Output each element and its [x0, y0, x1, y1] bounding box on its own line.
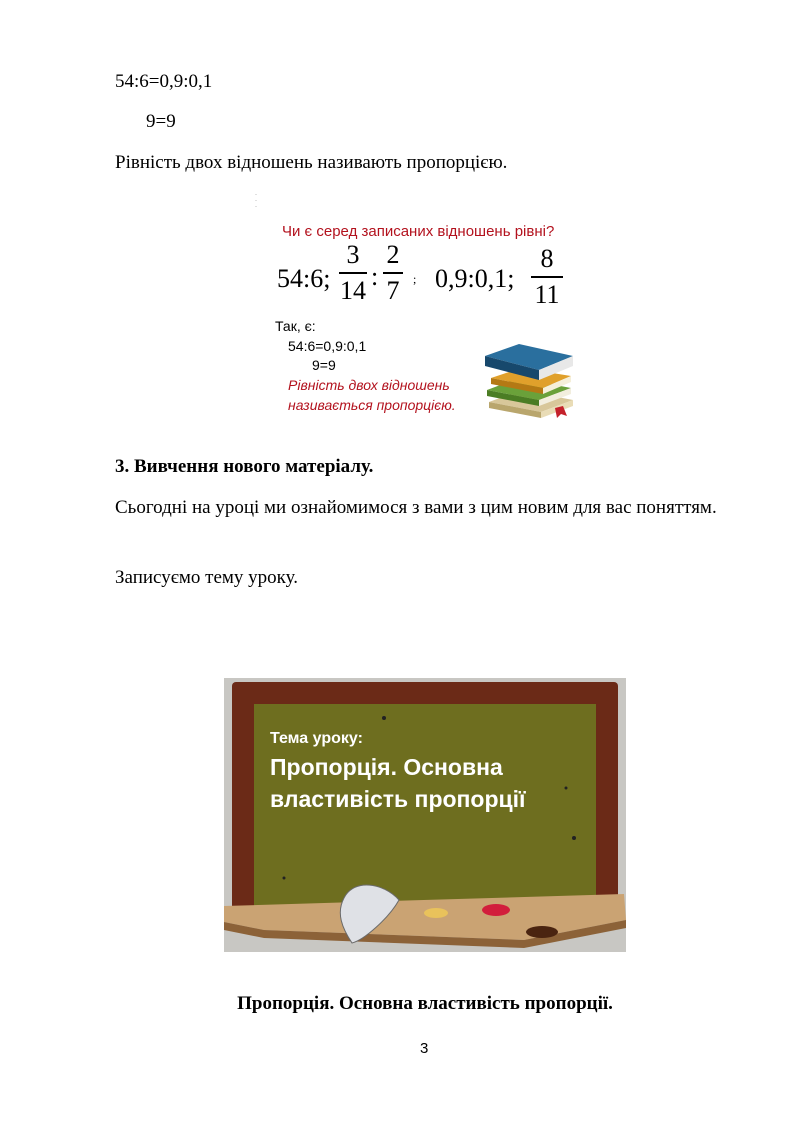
slide-ratios	[255, 190, 595, 425]
fraction-8-11	[531, 244, 563, 310]
small-separator: ;	[413, 272, 417, 286]
ratio-0-9-0-1: 0,9:0,1;	[435, 264, 515, 293]
fraction-2-7	[383, 240, 403, 306]
definition-text: Рівність двох відношень називають пропорцією.	[115, 152, 508, 173]
fraction-bar	[339, 272, 367, 274]
section-paragraph-1: Сьогодні на уроці ми ознайомимося з вами з цим новим для вас поняттям.	[115, 497, 717, 518]
fraction-bar	[531, 276, 563, 278]
fraction-denominator: 14	[340, 275, 366, 305]
equation-line-2: 9=9	[146, 111, 176, 132]
fraction-denominator: 7	[386, 275, 400, 305]
page-number: 3	[420, 1040, 429, 1057]
board-title-line-1: Пропорція. Основна	[270, 754, 503, 780]
section-paragraph-2: Записуємо тему уроку.	[115, 567, 298, 588]
fraction-numerator: 3	[346, 240, 360, 269]
fraction-denominator: 11	[534, 279, 560, 309]
board-label: Тема уроку:	[270, 730, 363, 747]
chalkboard-image	[224, 678, 626, 952]
equation-line-1: 54:6=0,9:0,1	[115, 71, 213, 92]
answer-intro: Так, є:	[275, 318, 316, 334]
answer-definition-line-2: називається пропорцією.	[288, 397, 456, 413]
fraction-bar	[383, 272, 403, 274]
tiny-fraction-mark: · · ·	[255, 192, 257, 210]
ratio-colon: :	[371, 262, 379, 291]
answer-equation-1: 54:6=0,9:0,1	[288, 338, 367, 354]
answer-definition-line-1: Рівність двох відношень	[288, 377, 450, 393]
section-heading: 3. Вивчення нового матеріалу.	[115, 456, 374, 477]
ratio-54-6: 54:6;	[277, 264, 331, 293]
slide-question: Чи є серед записаних відношень рівні?	[282, 223, 555, 240]
fraction-3-14	[339, 240, 367, 306]
chalkboard-frame-icon	[224, 678, 626, 952]
board-title-line-2: властивість пропорції	[270, 786, 526, 812]
books-stack-icon	[481, 342, 577, 422]
fraction-numerator: 2	[386, 240, 400, 269]
answer-equation-2: 9=9	[312, 357, 336, 373]
fraction-numerator: 8	[540, 244, 554, 273]
image-caption: Пропорція. Основна властивість пропорції.	[237, 993, 613, 1014]
